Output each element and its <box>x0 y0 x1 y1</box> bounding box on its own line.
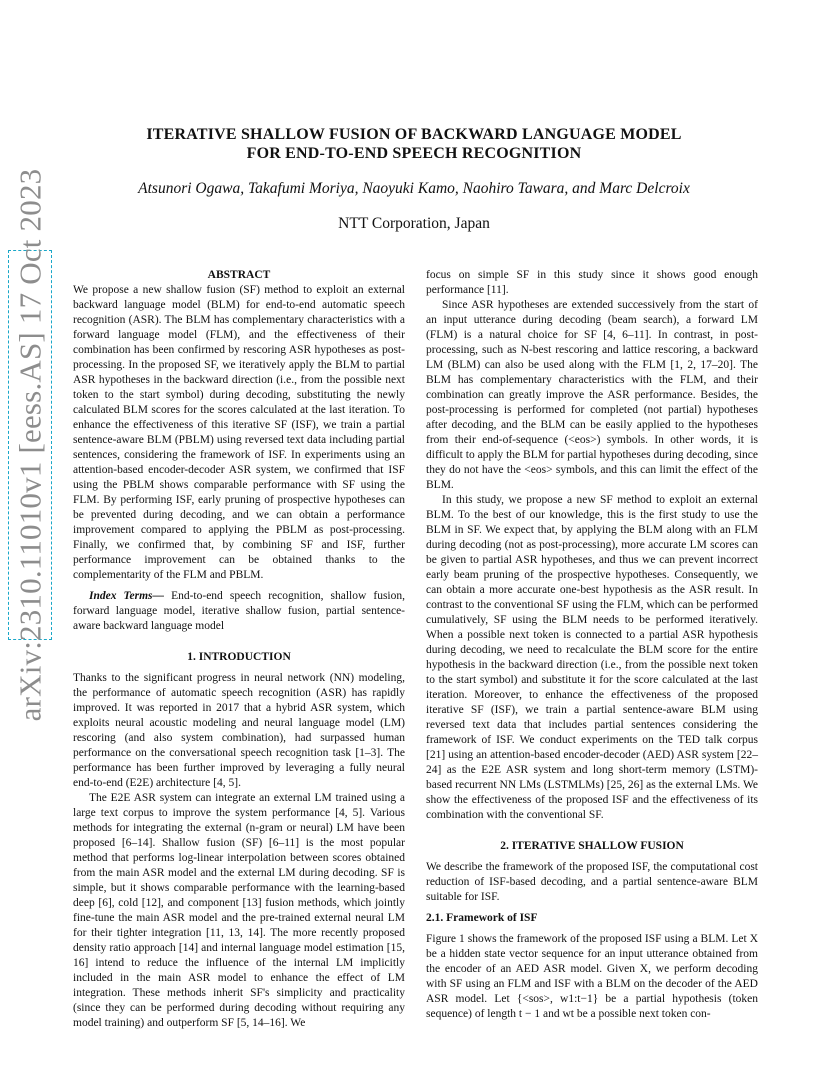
author-list: Atsunori Ogawa, Takafumi Moriya, Naoyuki Kamo, Naohiro Tawara, and Marc Delcroix <box>138 180 690 197</box>
section-2-paragraph-2: Figure 1 shows the framework of the proposed ISF using a BLM. Let X be a hidden state vector sequence for an input utterance obtained from the encoder of an AED ASR model. Given X, we perform decoding with SF using an FLM and ISF with a BLM on the decoder of the AED ASR model. Let {<sos>, w1:t−1} be a partial hypothesis (token sequence) of length t − 1 and wt be a possible next token con- <box>426 933 758 1020</box>
index-terms-label: Index Terms— <box>89 590 165 602</box>
arxiv-sidebar-stamp <box>8 168 52 722</box>
intro-paragraph-2-continued: focus on simple SF in this study since it shows good enough performance [11]. <box>426 269 758 296</box>
paper-title <box>0 125 828 163</box>
arxiv-identifier: arXiv:2310.11010v1 [eess.AS] 17 Oct 2023 <box>12 168 48 722</box>
abstract-text: We propose a new shallow fusion (SF) method to exploit an external backward language model (BLM) for end-to-end automatic speech recognition (ASR). The BLM has complementary characteristics with a forward language model (FLM), and the effectiveness of their combination has been confirmed by rescoring ASR hypotheses as post-processing. In the proposed SF, we iteratively apply the BLM to partial ASR hypotheses in the backward direction (i.e., from the possible next token to the start symbol) during decoding, substituting the newly calculated BLM scores for the scores calculated at the last iteration. To enhance the effectiveness of this iterative SF (ISF), we train a partial sentence-aware BLM (PBLM) using reversed text data including partial sentences, considering the framework of ISF. In experiments using an attention-based encoder-decoder ASR system, we confirmed that ISF using the PBLM shows comparable performance with SF using the FLM. By performing ISF, early pruning of prospective hypotheses can be prevented during decoding, and we can obtain a performance improvement compared to applying the PBLM as post-processing. Finally, we confirmed that, by combining SF and ISF, further performance improvement can be obtained thanks to the complementarity of the FLM and PBLM. <box>73 284 405 581</box>
right-column <box>426 268 758 1022</box>
affiliation: NTT Corporation, Japan <box>338 215 490 232</box>
abstract-heading: ABSTRACT <box>207 269 271 281</box>
intro-paragraph-2: The E2E ASR system can integrate an external LM trained using a large text corpus to improve the system performance [4, 5]. Various methods for integrating the external (n-gram or neural) LM have been proposed [6–14]. Shallow fusion (SF) [6–11] is the most popular method that performs log-linear interpolation between scores obtained from the main ASR model and the external LM during decoding. SF is simple, but it shows comparable performance with the learning-based deep [6], cold [12], and component [13] fusion methods, which jointly fine-tune the main ASR model and the pre-trained external neural LM for their tighter integration [11, 13, 14]. The more recently proposed density ratio approach [14] and internal language model estimation [15, 16] intend to reduce the influence of the internal LM implicitly included in the main ASR model to enhance the effect of LM integration. These methods inherit SF's simplicity and practicality (since they can be performed during decoding without requiring any model training) and outperform SF [5, 14–16]. We <box>73 792 405 1029</box>
intro-paragraph-3: Since ASR hypotheses are extended successively from the start of an input utterance during decoding (beam search), a forward LM (FLM) is a natural choice for SF [4, 6–11]. In contrast, in post-processing, such as N-best rescoring and lattice rescoring, a backward LM (BLM) can also be used along with the FLM [1, 2, 17–20]. The BLM has complementary characteristics with the FLM, and their combination can greatly improve the ASR performance. Besides, the post-processing is performed for completed (not partial) hypotheses after decoding, and the BLM can be easily applied to the hypotheses from their end-of-sequence (<eos>) symbols. In other words, it is difficult to apply the BLM for partial hypotheses during decoding, since they do not have the <eos> symbols, and this can limit the effect of the BLM. <box>426 299 758 491</box>
intro-paragraph-1: Thanks to the significant progress in neural network (NN) modeling, the performance of automatic speech recognition (ASR) has rapidly improved. It was reported in 2017 that a hybrid ASR system, which exploits neural acoustic modeling and neural language model (LM) rescoring (and also system combination), had surpassed human performance on the conversational speech recognition task [1–3]. The performance has been further improved by leveraging a fully neural end-to-end (E2E) architecture [4, 5]. <box>73 672 405 789</box>
subsection-2-1-heading: 2.1. Framework of ISF <box>426 912 538 924</box>
paper-title-line-2: FOR END-TO-END SPEECH RECOGNITION <box>246 145 582 162</box>
left-column <box>73 268 405 1031</box>
intro-paragraph-4: In this study, we propose a new SF method to exploit an external BLM. To the best of our knowledge, this is the first study to use the BLM in SF. We expect that, by applying the BLM along with an FLM during decoding (not as post-processing), more accurate LM scores can be given to partial ASR hypotheses, and thus we can prevent incorrect early beam pruning of the prospective hypotheses. Consequently, we can obtain a more accurate one-best hypothesis as the ASR result. In contrast to the conventional SF using the FLM, which can be performed cumulatively, SF using the BLM needs to be performed iteratively. When a possible next token is connected to a partial ASR hypothesis during decoding, we need to recalculate the BLM score for the entire hypothesis in the backward direction (i.e., from the possible next token to the start symbol) and substitute it for the score calculated at the last iteration. Moreover, to enhance the effectiveness of the proposed iterative SF (ISF), we train a partial sentence-aware BLM using reversed text data that includes partial sentences considering the framework of ISF. We conduct experiments on the TED talk corpus [21] using an attention-based encoder-decoder (AED) ASR system [22–24] as the E2E ASR system and long short-term memory (LSTM)-based recurrent NN LMs (LSTMLMs) [25, 26] as the external LMs. We show the effectiveness of the proposed ISF and the effectiveness of its combination with the conventional SF. <box>426 494 758 821</box>
paper-title-line-1: ITERATIVE SHALLOW FUSION OF BACKWARD LANGUAGE MODEL <box>146 126 682 143</box>
introduction-heading: 1. INTRODUCTION <box>187 651 291 663</box>
index-terms-text: End-to-end speech recognition, shallow fusion, forward language model, iterative shallow fusion, partial sentence-aware backward language model <box>73 590 405 632</box>
section-2-heading: 2. ITERATIVE SHALLOW FUSION <box>500 840 684 852</box>
section-2-paragraph-1: We describe the framework of the proposed ISF, the computational cost reduction of ISF-based decoding, and a partial sentence-aware BLM suitable for ISF. <box>426 861 758 903</box>
index-terms <box>73 589 405 634</box>
